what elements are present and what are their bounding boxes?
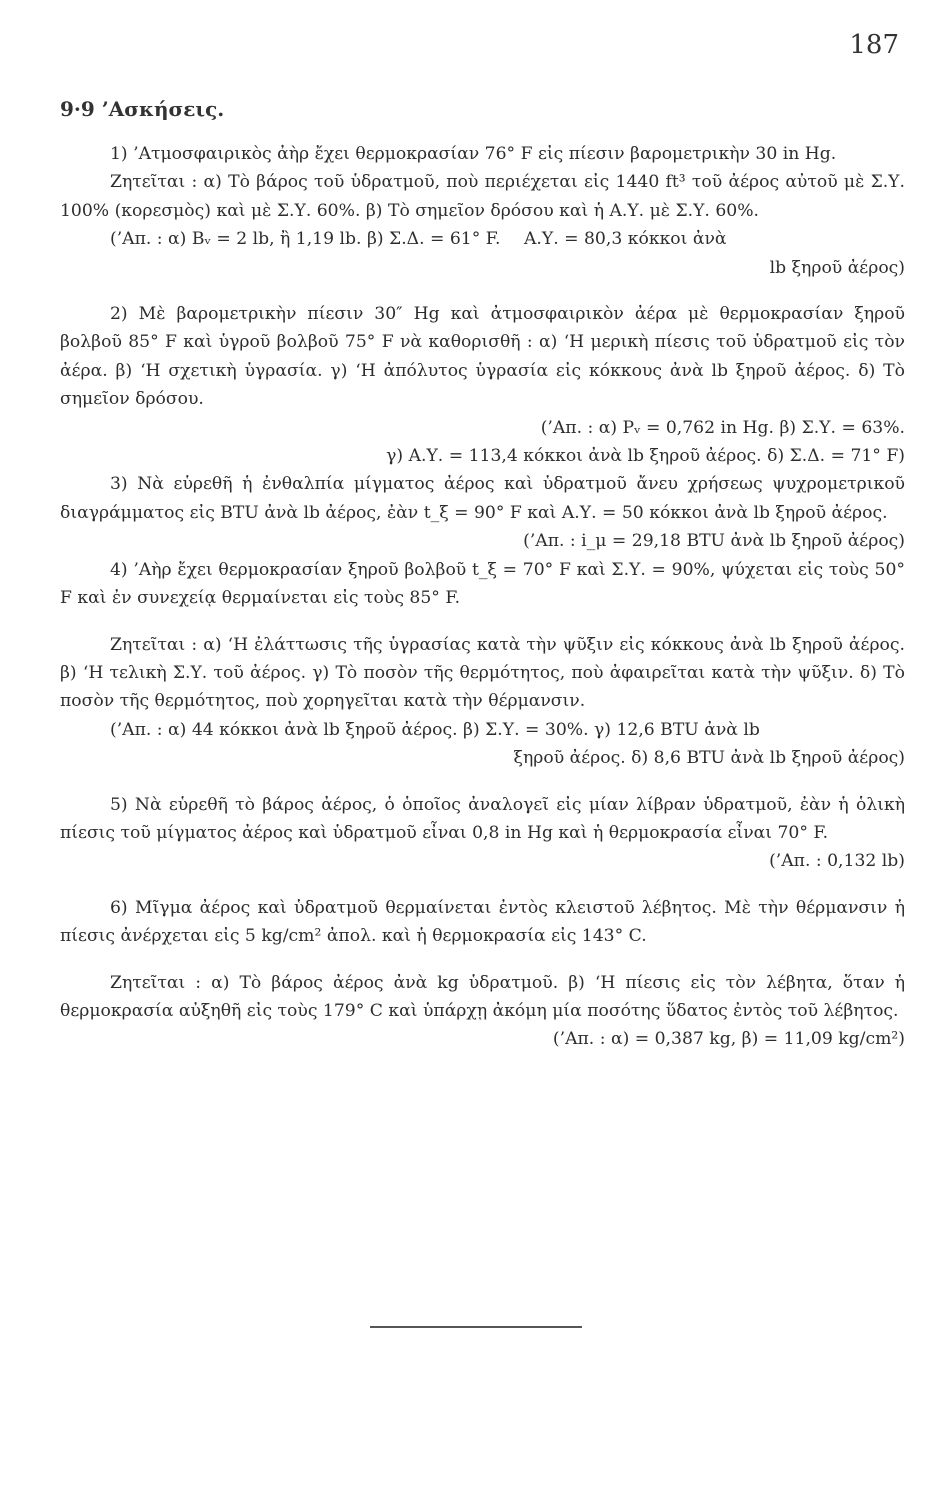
page-number: 187 bbox=[849, 30, 899, 60]
exercise-1-answer-part-2: lb ξηροῦ ἀέρος) bbox=[769, 257, 905, 278]
exercise-5-answer: (’Απ. : 0,132 lb) bbox=[769, 851, 905, 872]
exercise-4-statement: 4) ’Αὴρ ἔχει θερμοκρασίαν ξηροῦ βολβοῦ t_ξ = 70° F καὶ Σ.Υ. = 90%, ψύχεται εἰς τοὺς 50° F καὶ ἐν συνεχείᾳ θερμαίνεται εἰς τοὺς 85° F. bbox=[60, 559, 905, 609]
exercise-3-statement: 3) Νὰ εὑρεθῆ ἡ ἐνθαλπία μίγματος ἀέρος καὶ ὑδρατμοῦ ἄνευ χρήσεως ψυχρομετρικοῦ διαγράμματος εἰς BTU ἀνὰ lb ἀέρος, ἐὰν t_ξ = 90° F καὶ Α.Υ. = 50 κόκκοι ἀνὰ lb ξηροῦ ἀέρος. bbox=[60, 474, 905, 523]
exercise-1-answer-part-1: (’Απ. : α) Bᵥ = 2 lb, ἢ 1,19 lb. β) Σ.Δ. = 61° F. bbox=[110, 229, 501, 250]
exercise-6-question: Ζητεῖται : α) Τὸ βάρος ἀέρος ἀνὰ kg ὑδρατμοῦ. β) ‘Η πίεσις εἰς τὸν λέβητα, ὅταν ἡ θερμοκρασία αὐξηθῆ εἰς τοὺς 179° C καὶ ὑπάρχῃ ἀκόμη μία ποσότης ὕδατος ἐντὸς τοῦ λέβητος. bbox=[60, 972, 905, 1021]
exercise-6-answer: (’Απ. : α) = 0,387 kg, β) = 11,09 kg/cm²) bbox=[552, 1029, 905, 1050]
exercise-5-statement: 5) Νὰ εὑρεθῆ τὸ βάρος ἀέρος, ὁ ὁποῖος ἀναλογεῖ εἰς μίαν λίβραν ὑδρατμοῦ, ἐὰν ἡ ὁλικὴ πίεσις τοῦ μίγματος ἀέρος καὶ ὑδρατμοῦ εἶναι 0,8 in Hg καὶ ἡ θερμοκρασία εἶναι 70° F. bbox=[60, 794, 905, 843]
section-heading: 9·9 ’Ασκήσεις. bbox=[60, 97, 225, 121]
exercise-1-answer bbox=[60, 225, 905, 253]
exercise-4-answer-part-2: ξηροῦ ἀέρος. δ) 8,6 BTU ἀνὰ lb ξηροῦ ἀέρος) bbox=[513, 748, 905, 769]
footer-rule bbox=[370, 1326, 582, 1328]
exercise-2-statement: 2) Μὲ βαρομετρικὴν πίεσιν 30″ Hg καὶ ἀτμοσφαιρικὸν ἀέρα μὲ θερμοκρασίαν ξηροῦ βολβοῦ 85° F καὶ ὑγροῦ βολβοῦ 75° F νὰ καθορισθῆ : α) ‘Η μερικὴ πίεσις τοῦ ὑδρατμοῦ εἰς τὸν ἀέρα. β) ‘Η σχετικὴ ὑγρασία. γ) ‘Η ἀπόλυτος ὑγρασία εἰς κόκκους ἀνὰ lb ξηροῦ ἀέρος. δ) Τὸ σημεῖον δρόσου. bbox=[60, 304, 905, 410]
exercise-1-answer-part-1b: Α.Υ. = 80,3 κόκκοι ἀνὰ bbox=[523, 229, 727, 250]
exercise-4-question: Ζητεῖται : α) ‘Η ἐλάττωσις τῆς ὑγρασίας κατὰ τὴν ψῦξιν εἰς κόκκους ἀνὰ lb ξηροῦ ἀέρος. β) ‘Η τελικὴ Σ.Υ. τοῦ ἀέρος. γ) Τὸ ποσὸν τῆς θερμότητος, ποὺ ἀφαιρεῖται κατὰ τὴν ψῦξιν. δ) Τὸ ποσὸν τῆς θερμότητος, ποὺ χορηγεῖται κατὰ τὴν θέρμανσιν. bbox=[60, 634, 905, 712]
exercise-2-answer-part-2: γ) Α.Υ. = 113,4 κόκκοι ἀνὰ lb ξηροῦ ἀέρος. δ) Σ.Δ. = 71° F) bbox=[386, 446, 905, 467]
exercise-1-question: Ζητεῖται : α) Τὸ βάρος τοῦ ὑδρατμοῦ, ποὺ περιέχεται εἰς 1440 ft³ τοῦ ἀέρος αὐτοῦ μὲ Σ.Υ. 100% (κορεσμὸς) καὶ μὲ Σ.Υ. 60%. β) Τὸ σημεῖον δρόσου καὶ ἡ Α.Υ. μὲ Σ.Υ. 60%. bbox=[60, 172, 905, 221]
exercise-6-statement: 6) Μῖγμα ἀέρος καὶ ὑδρατμοῦ θερμαίνεται ἐντὸς κλειστοῦ λέβητος. Μὲ τὴν θέρμανσιν ἡ πίεσις ἀνέρχεται εἰς 5 kg/cm² ἀπολ. καὶ ἡ θερμοκρασία εἰς 143° C. bbox=[60, 897, 905, 947]
exercise-3-answer: (’Απ. : i_μ = 29,18 BTU ἀνὰ lb ξηροῦ ἀέρος) bbox=[523, 531, 905, 552]
exercise-list bbox=[60, 140, 905, 1054]
exercise-2-answer-part-1: (’Απ. : α) Pᵥ = 0,762 in Hg. β) Σ.Υ. = 63%. bbox=[540, 417, 905, 438]
exercise-4-answer-part-1: (’Απ. : α) 44 κόκκοι ἀνὰ lb ξηροῦ ἀέρος. β) Σ.Υ. = 30%. γ) 12,6 BTU ἀνὰ lb bbox=[110, 719, 760, 740]
exercise-1-statement: 1) ’Ατμοσφαιρικὸς ἀὴρ ἔχει θερμοκρασίαν 76° F εἰς πίεσιν βαρομετρικὴν 30 in Hg. bbox=[110, 144, 837, 164]
